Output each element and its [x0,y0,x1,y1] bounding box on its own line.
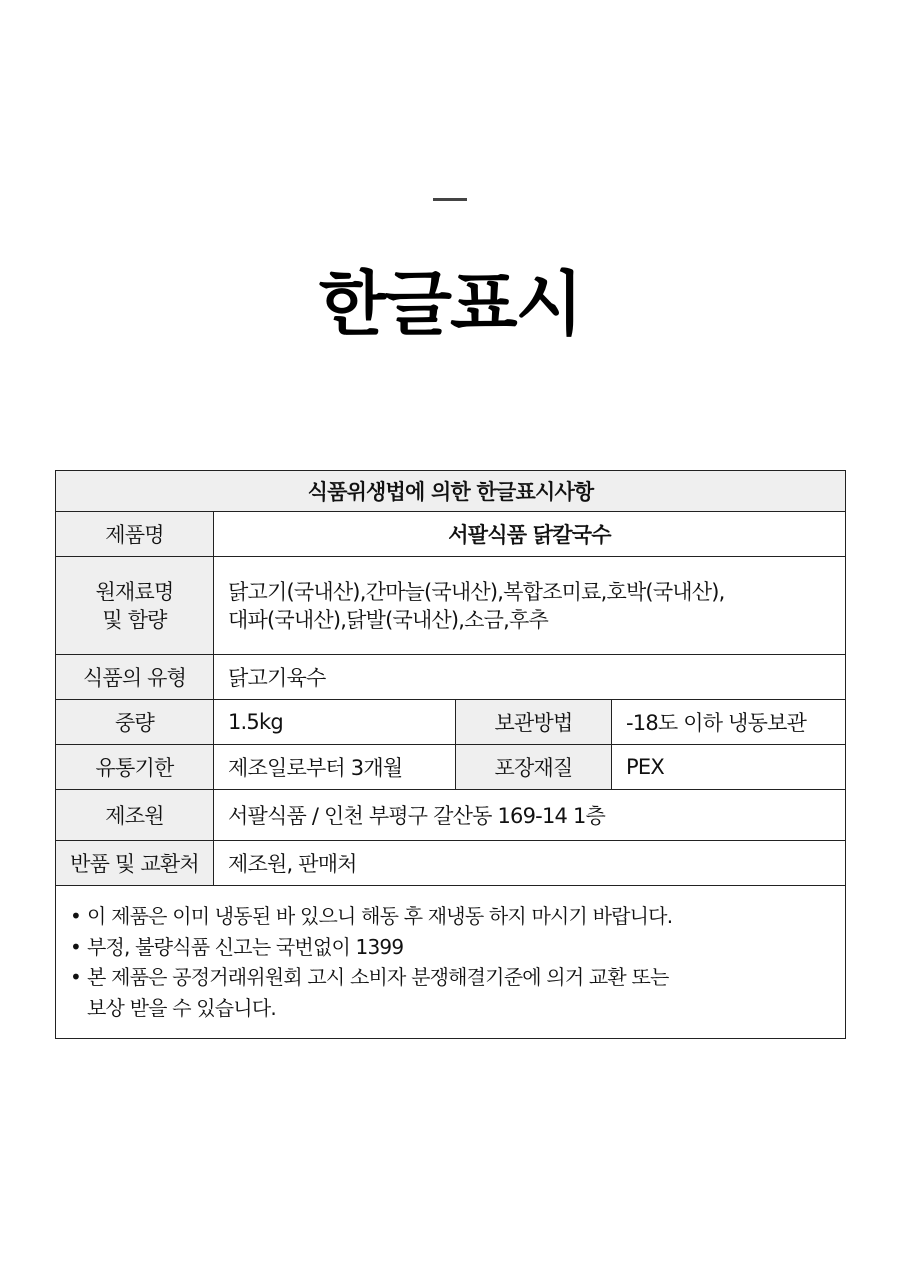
packaging-value: PEX [612,745,846,790]
expiry-packaging-row [56,745,846,790]
ingredients-value-line2: 대파(국내산),닭발(국내산),소금,후추 [228,607,549,632]
ingredients-row [56,557,846,655]
returns-label: 반품 및 교환처 [56,841,214,886]
note-text: • 본 제품은 공정거래위원회 고시 소비자 분쟁해결기준에 의거 교환 또는 [87,965,669,989]
weight-storage-row [56,700,846,745]
page-title: 한글표시 [318,263,582,345]
label-info-table [55,470,846,1039]
manufacturer-value: 서팔식품 / 인천 부평구 갈산동 169-14 1층 [214,790,846,841]
expiry-label: 유통기한 [56,745,214,790]
note-item [70,901,831,932]
notes-list [70,901,831,1023]
note-text-continued: 보상 받을 수 있습니다. [87,995,276,1020]
note-item [70,962,831,1023]
returns-row [56,841,846,886]
product-name-value: 서팔식품 닭칼국수 [214,512,846,557]
ingredients-value-line1: 닭고기(국내산),간마늘(국내산),복합조미료,호박(국내산), [228,579,725,604]
packaging-label: 포장재질 [456,745,612,790]
title-divider [433,198,467,201]
ingredients-label-line1: 원재료명 [95,579,174,604]
food-type-row [56,655,846,700]
expiry-value: 제조일로부터 3개월 [214,745,456,790]
note-text: • 부정, 불량식품 신고는 국번없이 1399 [87,934,404,959]
food-type-value: 닭고기육수 [214,655,846,700]
weight-label: 중량 [56,700,214,745]
ingredients-label [56,557,214,655]
manufacturer-label: 제조원 [56,790,214,841]
manufacturer-row [56,790,846,841]
note-text: • 이 제품은 이미 냉동된 바 있으니 해동 후 재냉동 하지 마시기 바랍니다. [87,904,673,928]
storage-value: -18도 이하 냉동보관 [612,700,846,745]
returns-value: 제조원, 판매처 [214,841,846,886]
product-name-row [56,512,846,557]
section-title: 식품위생법에 의한 한글표시사항 [56,471,846,512]
ingredients-value [214,557,846,655]
storage-label: 보관방법 [456,700,612,745]
section-header-row [56,471,846,512]
product-name-label: 제품명 [56,512,214,557]
ingredients-label-line2: 및 함량 [102,607,167,632]
food-type-label: 식품의 유형 [56,655,214,700]
note-item [70,932,831,963]
notes-cell [56,886,846,1039]
weight-value: 1.5kg [214,700,456,745]
notes-row [56,886,846,1039]
